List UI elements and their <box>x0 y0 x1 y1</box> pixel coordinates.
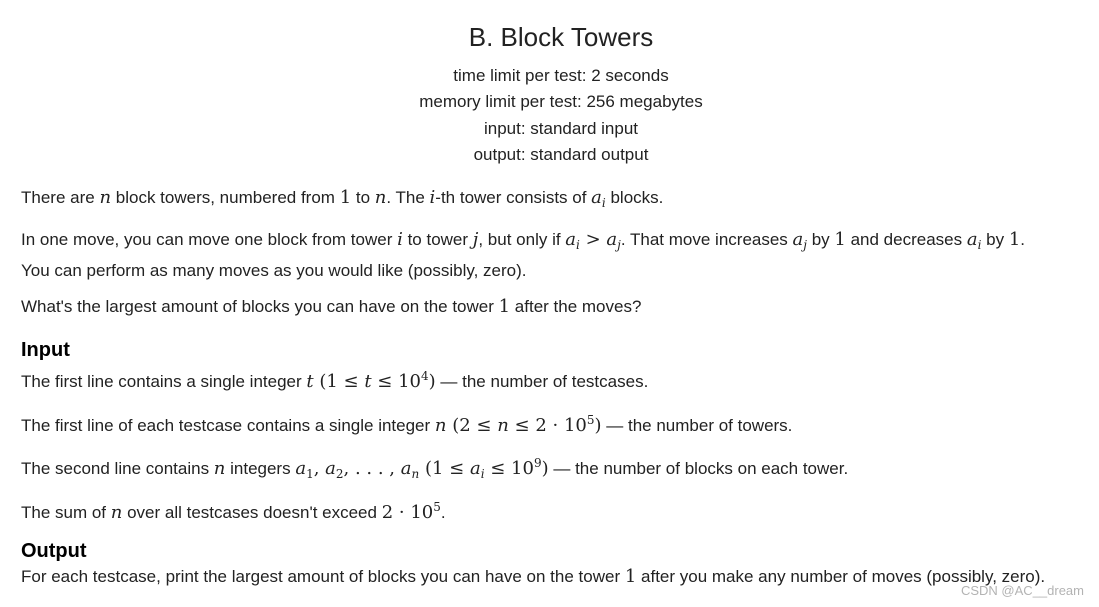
output-heading: Output <box>21 540 87 562</box>
input-paragraph-2: The first line of each testcase contains a single integer n $(2 \le n \le 2 \cdot 10^5)$ — the number of towers. <box>21 413 793 436</box>
statement-paragraph-2-line-2: You can perform as many moves as you would like (possibly, zero). <box>21 261 527 280</box>
input-heading: Input <box>21 339 70 361</box>
input-paragraph-1: The first line contains a single integer t $(1 \le t \le 10^4)$ — the number of testcases. <box>21 369 649 392</box>
memory-limit: memory limit per test: 256 megabytes <box>419 92 703 111</box>
output-paragraph-1: For each testcase, print the largest amount of blocks you can have on the tower 1 after you make any number of moves (possibly, zero). <box>21 566 1046 587</box>
input-paragraph-3: The second line contains n integers $a_1$, $a_2$, . . . , $a_n$ $(1 \le a_i \le 10^9)$ — the number of blocks on each tower. <box>21 456 849 481</box>
input-file: input: standard input <box>483 119 639 138</box>
watermark: CSDN @AC__dream <box>960 583 1084 598</box>
statement-paragraph-2 <box>21 227 1096 283</box>
time-limit: time limit per test: 2 seconds <box>453 66 669 85</box>
input-paragraph-4: The sum of n over all testcases doesn't exceed $2 \cdot 10^5$. <box>21 500 446 523</box>
statement-paragraph-1: There are n block towers, numbered from 1 to n. The i-th tower consists of $a_i$ blocks. <box>21 187 664 210</box>
problem-title: B. Block Towers <box>468 22 654 52</box>
output-file: output: standard output <box>473 145 649 164</box>
statement-paragraph-2-line-1: In one move, you can move one block from tower i to tower j, but only if $a_i > a_j$. That move increases $a_j$ by 1 and decreases $a_i$ by 1. <box>21 229 1025 252</box>
statement-paragraph-3: What's the largest amount of blocks you can have on the tower 1 after the moves? <box>21 296 642 317</box>
